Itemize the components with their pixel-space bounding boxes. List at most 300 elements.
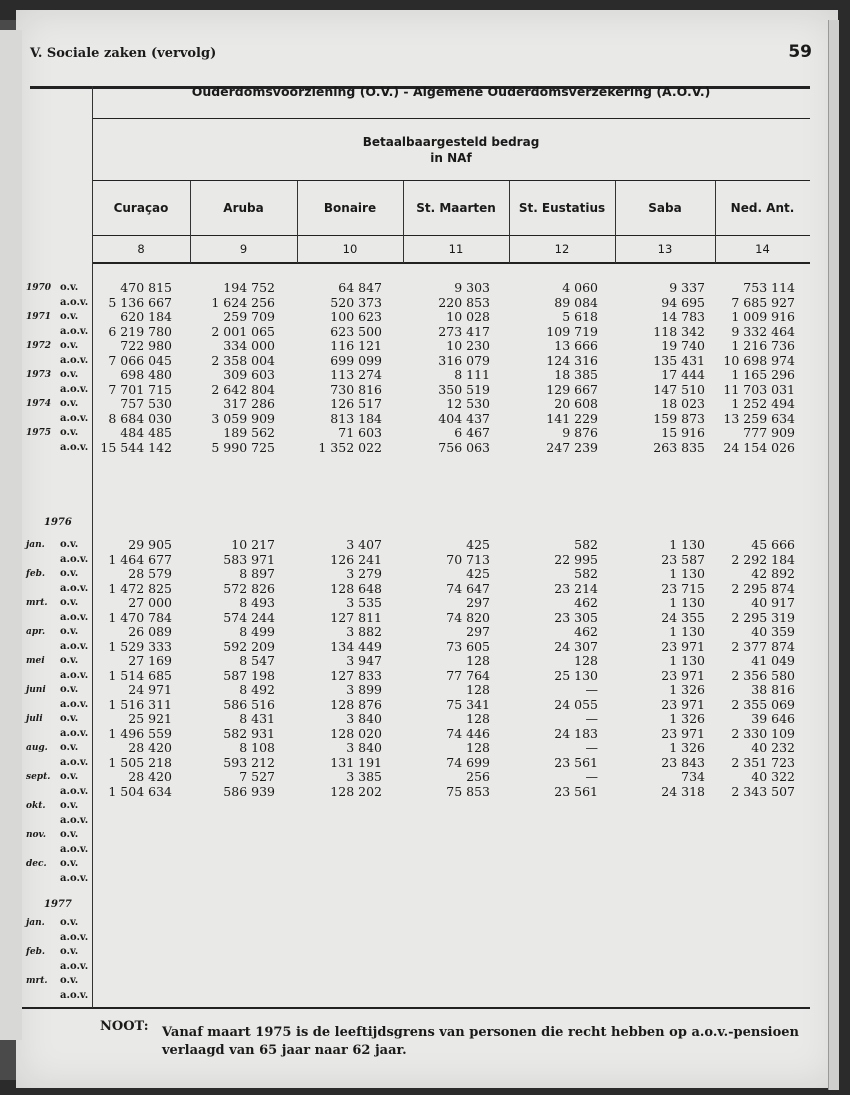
row-label	[24, 785, 94, 799]
table-cell: 2 358 004	[211, 352, 275, 368]
table-cell: 587 198	[223, 667, 275, 683]
table-cell: 29 905	[128, 537, 172, 552]
row-label	[24, 770, 94, 784]
table-cell: 1 130	[669, 537, 705, 552]
row-label	[24, 974, 94, 988]
table-cell: 23 971	[661, 696, 705, 712]
table-cell: 2 292 184	[731, 551, 795, 567]
row-label	[24, 310, 94, 324]
column-divider	[509, 181, 510, 263]
table-cell: 247 239	[546, 439, 598, 455]
colnum-rule	[92, 262, 810, 264]
row-kind: o.v.	[60, 369, 79, 380]
row-kind: a.o.v.	[60, 756, 89, 768]
table-cell: 7 527	[239, 769, 275, 784]
table-cell: 141 229	[546, 410, 598, 426]
row-kind: o.v.	[60, 340, 79, 351]
table-cell: —	[585, 711, 598, 726]
table-cell: 24 318	[661, 783, 705, 799]
table-cell: 19 740	[661, 338, 705, 353]
row-kind: o.v.	[60, 829, 79, 840]
column-divider	[615, 181, 616, 263]
table-cell: 7 066 045	[108, 352, 172, 368]
table-cell: 118 342	[653, 323, 705, 339]
table-cell: 3 535	[346, 595, 382, 610]
table-cell: 620 184	[120, 309, 172, 324]
row-kind: a.o.v.	[60, 931, 89, 943]
table-cell: 28 579	[128, 566, 172, 581]
row-kind: a.o.v.	[60, 325, 89, 337]
row-kind: o.v.	[60, 282, 79, 293]
table-cell: 10 028	[446, 309, 490, 324]
row-kind: a.o.v.	[60, 785, 89, 797]
row-period: 1975	[26, 428, 52, 438]
table-cell: 40 359	[751, 624, 795, 639]
table-cell: 126 241	[330, 551, 382, 567]
table-cell: 23 715	[661, 580, 705, 596]
table-cell: 23 214	[554, 580, 598, 596]
table-cell: 23 561	[554, 754, 598, 770]
row-label	[24, 354, 94, 368]
column-number: 12	[554, 242, 570, 256]
table-cell: 404 437	[438, 410, 490, 426]
table-cell: 722 980	[120, 338, 172, 353]
row-kind: a.o.v.	[60, 698, 89, 710]
table-cell: 128	[466, 682, 490, 697]
row-kind: o.v.	[60, 626, 79, 637]
row-kind: o.v.	[60, 597, 79, 608]
table-cell: 753 114	[743, 280, 795, 295]
table-cell: 1 505 218	[108, 754, 172, 770]
subtitle-rule	[92, 180, 810, 181]
row-label	[24, 843, 94, 857]
table-cell: 15 916	[661, 425, 705, 440]
table-cell: 592 209	[223, 638, 275, 654]
table-cell: 698 480	[120, 367, 172, 382]
table-cell: 13 259 634	[723, 410, 795, 426]
table-cell: 9 303	[454, 280, 490, 295]
row-period: 1972	[26, 341, 52, 351]
subtitle-line-1: Betaalbaargesteld bedrag	[362, 135, 540, 149]
table-cell: 259 709	[223, 309, 275, 324]
table-cell: 699 099	[330, 352, 382, 368]
table-cell: 2 642 804	[211, 381, 275, 397]
table-cell: 1 326	[669, 711, 705, 726]
table-cell: 2 377 874	[731, 638, 795, 654]
column-header: St. Eustatius	[518, 201, 606, 215]
table-cell: 1 009 916	[731, 309, 795, 324]
table-cell: 582	[574, 537, 598, 552]
row-label	[24, 296, 94, 310]
table-cell: 23 561	[554, 783, 598, 799]
table-cell: 2 351 723	[731, 754, 795, 770]
table-cell: 109 719	[546, 323, 598, 339]
table-cell: 128 648	[330, 580, 382, 596]
table-cell: 40 232	[751, 740, 795, 755]
table-cell: —	[585, 682, 598, 697]
row-period: apr.	[26, 627, 46, 637]
table-cell: 2 356 580	[731, 667, 795, 683]
table-cell: 757 530	[120, 396, 172, 411]
table-cell: 131 191	[330, 754, 382, 770]
table-cell: 1 252 494	[731, 396, 795, 411]
section-title: V. Sociale zaken (vervolg)	[30, 46, 217, 61]
row-kind: o.v.	[60, 858, 79, 869]
table-subtitle	[92, 134, 810, 166]
table-cell: 593 212	[223, 754, 275, 770]
row-label	[24, 916, 94, 930]
table-cell: 128	[466, 711, 490, 726]
column-number: 9	[239, 242, 248, 256]
row-kind: o.v.	[60, 946, 79, 957]
row-kind: a.o.v.	[60, 843, 89, 855]
table-cell: 2 295 319	[731, 609, 795, 625]
table-cell: 1 130	[669, 653, 705, 668]
table-cell: 1 516 311	[108, 696, 172, 712]
row-kind: a.o.v.	[60, 383, 89, 395]
row-kind: o.v.	[60, 568, 79, 579]
row-period: jan.	[26, 540, 45, 550]
table-cell: 273 417	[438, 323, 490, 339]
row-label	[24, 596, 94, 610]
row-period: jan.	[26, 918, 45, 928]
table-cell: 8 499	[239, 624, 275, 639]
table-cell: 128	[574, 653, 598, 668]
table-cell: 89 084	[554, 294, 598, 310]
table-cell: 10 217	[231, 537, 275, 552]
row-kind: a.o.v.	[60, 640, 89, 652]
row-period: mrt.	[26, 976, 48, 986]
table-cell: 1 326	[669, 682, 705, 697]
row-kind: o.v.	[60, 713, 79, 724]
row-period: aug.	[26, 743, 48, 753]
table-cell: 5 618	[562, 309, 598, 324]
table-cell: 13 666	[554, 338, 598, 353]
row-kind: o.v.	[60, 655, 79, 666]
row-kind: a.o.v.	[60, 814, 89, 826]
footnote-text: Vanaf maart 1975 is de leeftijdsgrens van personen die recht hebben op a.o.v.-pensioen verlaagd van 65 jaar naar 62 jaar.	[162, 1025, 799, 1058]
table-cell: —	[585, 769, 598, 784]
previous-page-edge	[0, 30, 22, 1040]
table-cell: 1 464 677	[108, 551, 172, 567]
table-cell: 8 108	[239, 740, 275, 755]
table-cell: 3 882	[346, 624, 382, 639]
colhead-rule	[92, 235, 810, 236]
row-kind: a.o.v.	[60, 582, 89, 594]
table-cell: 572 826	[223, 580, 275, 596]
row-label	[24, 799, 94, 813]
table-cell: 263 835	[653, 439, 705, 455]
table-cell: 159 873	[653, 410, 705, 426]
table-cell: 147 510	[653, 381, 705, 397]
table-cell: 18 023	[661, 396, 705, 411]
row-kind: o.v.	[60, 771, 79, 782]
table-cell: 4 060	[562, 280, 598, 295]
table-cell: 1 165 296	[731, 367, 795, 382]
row-kind: a.o.v.	[60, 872, 89, 884]
table-cell: 583 971	[223, 551, 275, 567]
row-label	[24, 828, 94, 842]
row-label	[24, 553, 94, 567]
column-header: Ned. Ant.	[730, 201, 795, 215]
table-cell: 116 121	[330, 338, 382, 353]
table-cell: 9 876	[562, 425, 598, 440]
row-period: nov.	[26, 830, 47, 840]
year-label-1976: 1976	[44, 517, 72, 528]
table-cell: 256	[466, 769, 490, 784]
row-kind: a.o.v.	[60, 669, 89, 681]
row-label	[24, 945, 94, 959]
table-cell: 28 420	[128, 740, 172, 755]
row-kind: o.v.	[60, 742, 79, 753]
table-cell: 8 897	[239, 566, 275, 581]
row-label	[24, 683, 94, 697]
row-kind: a.o.v.	[60, 989, 89, 1001]
table-cell: 316 079	[438, 352, 490, 368]
row-kind: a.o.v.	[60, 553, 89, 565]
row-label	[24, 712, 94, 726]
table-cell: 28 420	[128, 769, 172, 784]
column-divider	[297, 181, 298, 263]
row-label	[24, 640, 94, 654]
row-label	[24, 989, 94, 1003]
row-kind: o.v.	[60, 398, 79, 409]
table-cell: 350 519	[438, 381, 490, 397]
table-cell: 1 472 825	[108, 580, 172, 596]
table-cell: 128	[466, 740, 490, 755]
table-cell: 24 307	[554, 638, 598, 654]
table-cell: —	[585, 740, 598, 755]
table-cell: 189 562	[223, 425, 275, 440]
table-cell: 135 431	[653, 352, 705, 368]
column-header: Bonaire	[323, 201, 377, 215]
table-cell: 27 169	[128, 653, 172, 668]
row-kind: o.v.	[60, 311, 79, 322]
row-label	[24, 931, 94, 945]
table-cell: 1 130	[669, 595, 705, 610]
row-label	[24, 872, 94, 886]
table-cell: 128 202	[330, 783, 382, 799]
column-header: Saba	[648, 201, 682, 215]
column-number: 11	[448, 242, 464, 256]
footnote-label: NOOT:	[100, 1019, 149, 1034]
row-label	[24, 960, 94, 974]
table-cell: 100 623	[330, 309, 382, 324]
row-period: 1970	[26, 283, 52, 293]
table-cell: 1 514 685	[108, 667, 172, 683]
table-cell: 24 971	[128, 682, 172, 697]
table-cell: 7 685 927	[731, 294, 795, 310]
column-number: 10	[342, 242, 358, 256]
table-cell: 1 496 559	[108, 725, 172, 741]
table-cell: 74 699	[446, 754, 490, 770]
row-label	[24, 756, 94, 770]
table-cell: 8 547	[239, 653, 275, 668]
table-cell: 15 544 142	[100, 439, 172, 455]
row-period: juli	[26, 714, 43, 724]
column-number: 8	[137, 242, 145, 256]
table-cell: 582	[574, 566, 598, 581]
table-cell: 777 909	[743, 425, 795, 440]
row-label	[24, 582, 94, 596]
row-period: 1971	[26, 312, 52, 322]
row-kind: o.v.	[60, 684, 79, 695]
table-cell: 1 624 256	[211, 294, 275, 310]
column-number: 14	[755, 242, 770, 256]
table-cell: 2 343 507	[731, 783, 795, 799]
table-cell: 425	[466, 537, 490, 552]
table-cell: 5 990 725	[211, 439, 275, 455]
row-period: dec.	[26, 859, 47, 869]
table-cell: 124 316	[546, 352, 598, 368]
row-label	[24, 383, 94, 397]
table-cell: 14 783	[661, 309, 705, 324]
row-period: 1973	[26, 370, 52, 380]
row-label	[24, 441, 94, 455]
table-cell: 23 971	[661, 638, 705, 654]
row-label	[24, 727, 94, 741]
table-cell: 22 995	[554, 551, 598, 567]
table-cell: 24 183	[554, 725, 598, 741]
row-label	[24, 625, 94, 639]
table-cell: 45 666	[751, 537, 795, 552]
table-cell: 23 971	[661, 725, 705, 741]
table-cell: 128	[466, 653, 490, 668]
table-cell: 128 876	[330, 696, 382, 712]
table-cell: 74 446	[446, 725, 490, 741]
row-label	[24, 857, 94, 871]
row-kind: o.v.	[60, 539, 79, 550]
table-cell: 70 713	[446, 551, 490, 567]
row-label	[24, 281, 94, 295]
row-label	[24, 698, 94, 712]
row-label	[24, 412, 94, 426]
row-kind: a.o.v.	[60, 611, 89, 623]
table-cell: 484 485	[120, 425, 172, 440]
table-cell: 5 136 667	[108, 294, 172, 310]
table-cell: 20 608	[554, 396, 598, 411]
table-cell: 8 431	[239, 711, 275, 726]
table-cell: 64 847	[338, 280, 382, 295]
row-kind: o.v.	[60, 917, 79, 928]
row-label	[24, 567, 94, 581]
column-header: Aruba	[223, 201, 264, 215]
table-cell: 38 816	[751, 682, 795, 697]
table-cell: 3 840	[346, 740, 382, 755]
table-cell: 3 899	[346, 682, 382, 697]
table-cell: 25 921	[128, 711, 172, 726]
column-header: St. Maarten	[416, 201, 496, 215]
column-header: Curaçao	[113, 201, 169, 215]
table-cell: 10 698 974	[723, 352, 795, 368]
row-label	[24, 325, 94, 339]
table-cell: 41 049	[751, 653, 795, 668]
table-cell: 8 493	[239, 595, 275, 610]
table-cell: 42 892	[751, 566, 795, 581]
table-cell: 127 833	[330, 667, 382, 683]
table-cell: 220 853	[438, 294, 490, 310]
table-cell: 3 059 909	[211, 410, 275, 426]
table-cell: 470 815	[120, 280, 172, 295]
table-cell: 813 184	[330, 410, 382, 426]
row-period: sept.	[26, 772, 51, 782]
table-cell: 8 492	[239, 682, 275, 697]
table-cell: 8 111	[454, 367, 490, 382]
row-kind: a.o.v.	[60, 296, 89, 308]
table-cell: 574 244	[223, 609, 275, 625]
table-cell: 1 470 784	[108, 609, 172, 625]
column-divider	[403, 181, 404, 263]
bottom-rule	[22, 1007, 810, 1009]
table-cell: 1 529 333	[108, 638, 172, 654]
table-cell: 74 820	[446, 609, 490, 625]
table-cell: 71 603	[338, 425, 382, 440]
table-cell: 24 355	[661, 609, 705, 625]
table-cell: 23 305	[554, 609, 598, 625]
row-label	[24, 538, 94, 552]
table-cell: 2 330 109	[731, 725, 795, 741]
table-cell: 23 971	[661, 667, 705, 683]
row-period: feb.	[26, 569, 46, 579]
column-number: 13	[657, 242, 673, 256]
table-cell: 194 752	[223, 280, 275, 295]
table-cell: 24 055	[554, 696, 598, 712]
row-label	[24, 397, 94, 411]
row-kind: a.o.v.	[60, 354, 89, 366]
table-cell: 1 326	[669, 740, 705, 755]
table-cell: 10 230	[446, 338, 490, 353]
table-cell: 17 444	[661, 367, 705, 382]
table-cell: 462	[574, 595, 598, 610]
table-cell: 7 701 715	[108, 381, 172, 397]
table-cell: 734	[681, 769, 705, 784]
table-cell: 1 130	[669, 566, 705, 581]
subtitle-line-2: in NAf	[430, 151, 472, 165]
table-cell: 3 947	[346, 653, 382, 668]
table-cell: 9 337	[669, 280, 705, 295]
table-cell: 9 332 464	[731, 323, 795, 339]
column-divider	[190, 181, 191, 263]
table-cell: 113 274	[330, 367, 382, 382]
table-cell: 77 764	[446, 667, 490, 683]
row-kind: a.o.v.	[60, 727, 89, 739]
row-period: mrt.	[26, 598, 48, 608]
table-cell: 23 843	[661, 754, 705, 770]
table-cell: 309 603	[223, 367, 275, 382]
row-label	[24, 611, 94, 625]
table-cell: 3 385	[346, 769, 382, 784]
table-cell: 74 647	[446, 580, 490, 596]
table-cell: 2 001 065	[211, 323, 275, 339]
row-kind: o.v.	[60, 427, 79, 438]
table-cell: 26 089	[128, 624, 172, 639]
table-cell: 334 000	[223, 338, 275, 353]
table-cell: 75 341	[446, 696, 490, 712]
table-cell: 297	[466, 595, 490, 610]
table-cell: 18 385	[554, 367, 598, 382]
table-cell: 317 286	[223, 396, 275, 411]
page-edge	[828, 20, 839, 1090]
table-cell: 623 500	[330, 323, 382, 339]
table-cell: 1 130	[669, 624, 705, 639]
table-cell: 40 917	[751, 595, 795, 610]
row-period: 1974	[26, 399, 52, 409]
row-label	[24, 669, 94, 683]
row-kind: a.o.v.	[60, 412, 89, 424]
table-cell: 6 219 780	[108, 323, 172, 339]
row-label	[24, 339, 94, 353]
table-cell: 127 811	[330, 609, 382, 625]
